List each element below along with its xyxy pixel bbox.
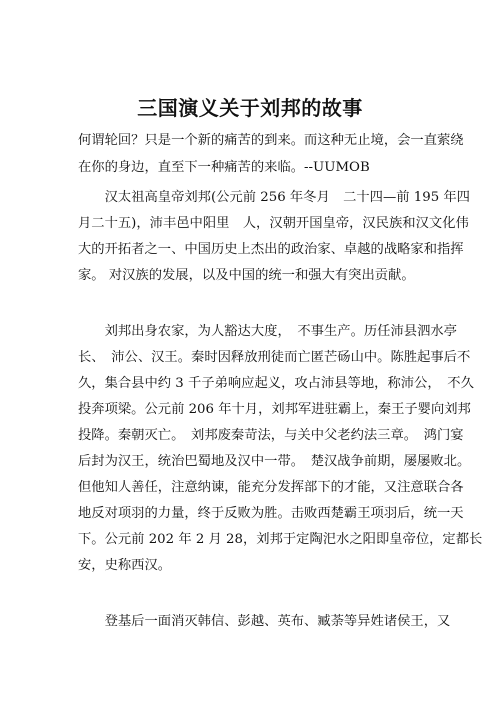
text-line: 月二十五)，沛丰邑中阳里 人，汉朝开国皇帝，汉民族和汉文化伟	[78, 216, 469, 231]
text-line: 长、 沛公、汉王。秦时因释放刑徒而亡匿芒砀山中。陈胜起事后不	[78, 350, 471, 365]
document-title: 三国演义关于刘邦的故事	[137, 96, 363, 120]
text-line: 后封为汉王，统治巴蜀地及汉中一带。 楚汉战争前期，屡屡败北。	[78, 454, 471, 469]
text-line: 登基后一面消灭韩信、彭越、英布、臧荼等异姓诸侯王，又	[78, 614, 451, 629]
text-line: 但他知人善任，注意纳谏，能充分发挥部下的才能，又注意联合各	[78, 480, 464, 495]
text-line: 家。 对汉族的发展，以及中国的统一和强大有突出贡献。	[78, 268, 415, 283]
text-line: 下。公元前 202 年 2 月 28，刘邦于定陶汜水之阳即皇帝位，定都长	[78, 532, 483, 547]
text-line: 地反对项羽的力量，终于反败为胜。击败西楚霸王项羽后，统一天	[78, 506, 464, 521]
text-line: 安，史称西汉。	[78, 558, 172, 573]
text-line: 投奔项梁。公元前 206 年十月，刘邦军进驻霸上，秦王子婴向刘邦	[78, 402, 471, 417]
text-line: 投降。秦朝灭亡。 刘邦废秦苛法，与关中父老约法三章。 鸿门宴	[78, 428, 464, 443]
text-line: 汉太祖高皇帝刘邦(公元前 256 年冬月 二十四—前 195 年四	[78, 190, 470, 205]
text-line: 久，集合县中约 3 千子弟响应起义，攻占沛县等地，称沛公， 不久	[78, 376, 474, 391]
text-line: 何谓轮回？只是一个新的痛苦的到来。而这种无止境，会一直萦绕	[78, 133, 464, 148]
text-line: 在你的身边，直至下一种痛苦的来临。--UUMOB	[78, 160, 370, 175]
text-line: 大的开拓者之一、中国历史上杰出的政治家、卓越的战略家和指挥	[78, 242, 464, 257]
text-line: 刘邦出身农家，为人豁达大度， 不事生产。历任沛县泗水亭	[78, 324, 457, 339]
